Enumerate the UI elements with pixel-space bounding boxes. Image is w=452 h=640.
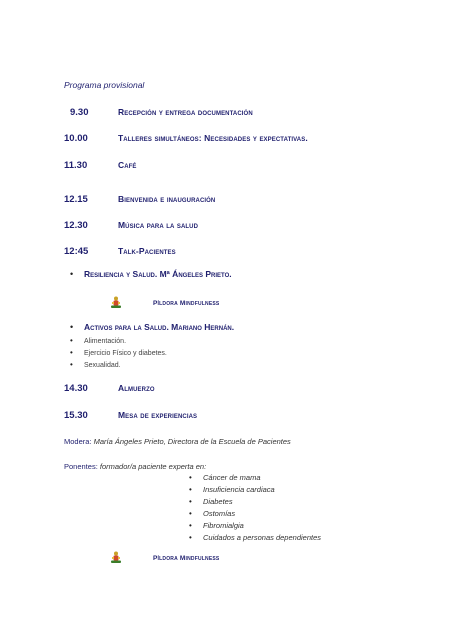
meditation-figure-icon (109, 551, 123, 565)
bullet-dot-icon: • (70, 360, 73, 369)
moderator-label: Modera: (64, 437, 92, 446)
schedule-row (64, 107, 253, 118)
speaker-topic (189, 473, 261, 482)
pildora-mindfulness (109, 296, 219, 310)
activos-subitem-text: Alimentación. (84, 338, 127, 345)
bullet-dot-icon: • (189, 521, 192, 530)
schedule-time: 9.30 (70, 107, 89, 118)
speaker-topic-text: Insuficiencia cardiaca (203, 485, 275, 494)
activos-subitem-text: Sexualidad. (84, 362, 121, 369)
activos-subitem-text: Ejercicio Físico y diabetes. (84, 350, 167, 357)
schedule-title: Talleres simultáneos: Necesidades y expectativas. (118, 133, 308, 143)
bullet-dot-icon: • (189, 497, 192, 506)
schedule-row (64, 194, 215, 205)
schedule-time: 11.30 (64, 160, 88, 171)
schedule-time: 12.30 (64, 220, 88, 231)
pildora-label: Píldora Mindfulness (153, 299, 220, 307)
schedule-title: Almuerzo (118, 383, 155, 393)
schedule-row (64, 160, 137, 171)
speaker-topic-text: Cuidados a personas dependientes (203, 533, 322, 542)
speaker-topic-text: Fibromialgia (203, 521, 244, 530)
schedule-time: 15.30 (64, 410, 88, 421)
bullet-dot-icon: • (189, 533, 192, 542)
speaker-topic (189, 497, 233, 506)
schedule-row (64, 383, 155, 394)
moderator-value: María Ángeles Prieto, Directora de la Escuela de Pacientes (93, 437, 291, 446)
activos-subitem (70, 348, 167, 357)
schedule-time: 12.15 (64, 194, 88, 205)
speaker-topic-text: Ostomías (203, 509, 236, 518)
speakers-value: formador/a paciente experta en: (99, 462, 207, 471)
talk-item-text: Resiliencia y Salud. Mª Ángeles Prieto. (84, 269, 232, 279)
schedule-row (64, 410, 197, 421)
speaker-topic-text: Cáncer de mama (203, 473, 261, 482)
schedule-title: Música para la salud (118, 220, 199, 230)
bullet-dot-icon: • (189, 473, 192, 482)
activos-subitem (70, 336, 126, 345)
activos-subitem (70, 360, 121, 369)
talk-item (70, 269, 232, 279)
speaker-topic (189, 521, 244, 530)
schedule-time: 12:45 (64, 246, 89, 257)
meditation-figure-icon (109, 296, 123, 310)
schedule-title: Café (118, 160, 137, 170)
schedule-row (64, 133, 308, 144)
speaker-topic-text: Diabetes (203, 497, 233, 506)
speakers-line (64, 462, 206, 471)
pildora-mindfulness (109, 551, 219, 565)
program-subtitle: Programa provisional (64, 80, 145, 90)
bullet-dot-icon: • (70, 322, 74, 332)
schedule-title: Bienvenida e inauguración (118, 194, 216, 204)
moderator-line (64, 437, 291, 446)
speaker-topic (189, 533, 321, 542)
schedule-time: 14.30 (64, 383, 88, 394)
bullet-dot-icon: • (189, 485, 192, 494)
pildora-label: Píldora Mindfulness (153, 554, 220, 562)
speaker-topic (189, 485, 275, 494)
schedule-title: Talk-Pacientes (118, 246, 176, 256)
talk-item (70, 322, 234, 332)
speakers-label: Ponentes: (64, 462, 98, 471)
bullet-dot-icon: • (189, 509, 192, 518)
bullet-dot-icon: • (70, 348, 73, 357)
schedule-title: Recepción y entrega documentación (118, 107, 253, 117)
bullet-dot-icon: • (70, 336, 73, 345)
talk-item-text: Activos para la Salud. Mariano Hernán. (84, 322, 235, 332)
speaker-topic (189, 509, 235, 518)
schedule-row (64, 220, 198, 231)
schedule-title: Mesa de experiencias (118, 410, 198, 420)
schedule-time: 10.00 (64, 133, 88, 144)
bullet-dot-icon: • (70, 269, 74, 279)
schedule-row (64, 246, 176, 257)
